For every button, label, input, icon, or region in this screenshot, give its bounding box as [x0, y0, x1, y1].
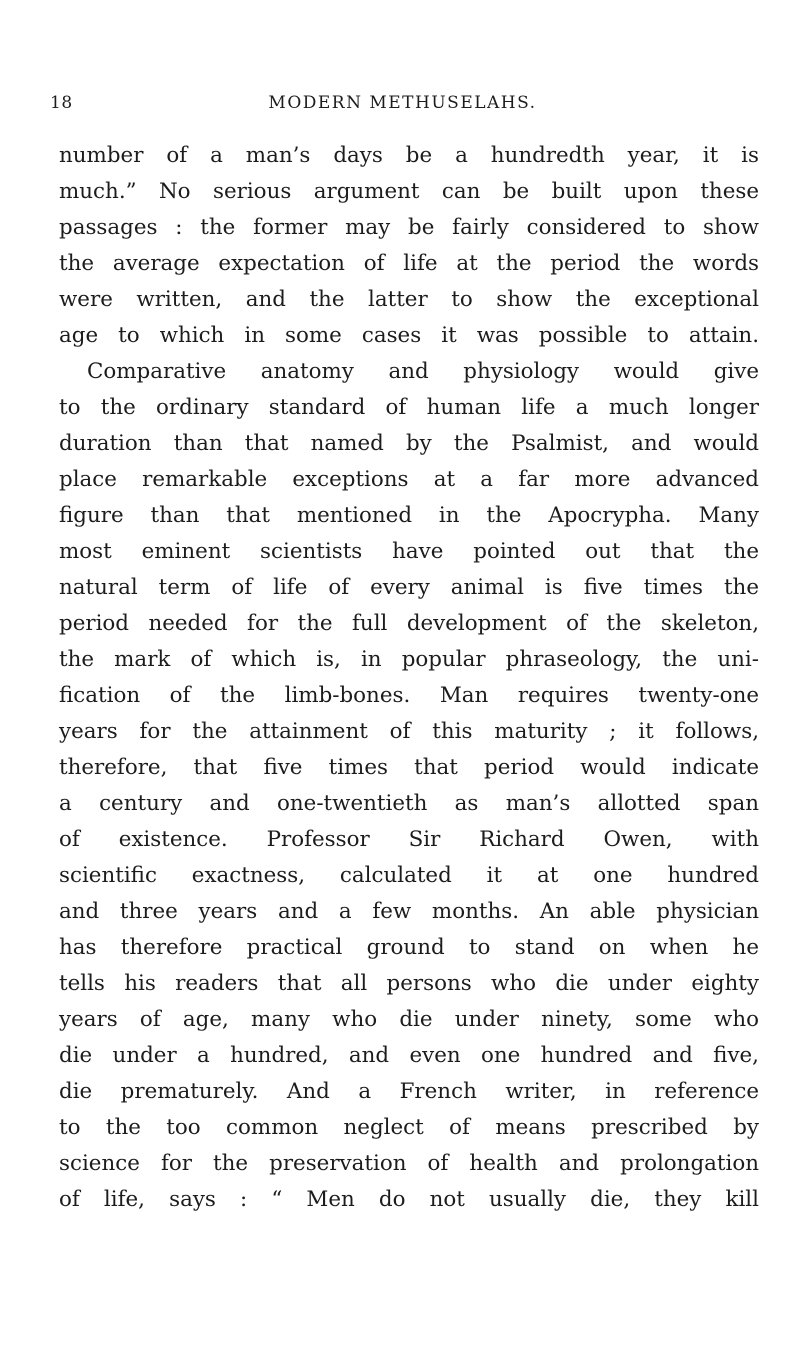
text-line: the mark of which is, in popular phraseology, the uni- — [59, 647, 759, 672]
text-line: place remarkable exceptions at a far more advanced — [59, 467, 759, 492]
text-line: a century and one-twentieth as man’s allotted span — [59, 791, 759, 816]
text-line: scientific exactness, calculated it at one hundred — [59, 863, 759, 888]
text-line: the average expectation of life at the period the words — [59, 251, 759, 276]
body-text — [59, 138, 759, 1218]
text-line: to the ordinary standard of human life a much longer — [59, 395, 759, 420]
text-line: of life, says : “ Men do not usually die, they kill — [59, 1187, 759, 1212]
text-line: natural term of life of every animal is five times the — [59, 575, 759, 600]
page-number: 18 — [50, 93, 73, 113]
text-line: period needed for the full development of the skeleton, — [59, 611, 759, 636]
page-header — [50, 93, 755, 119]
text-line: figure than that mentioned in the Apocrypha. Many — [59, 503, 759, 528]
text-line: die under a hundred, and even one hundred and five, — [59, 1043, 759, 1068]
text-line: to the too common neglect of means prescribed by — [59, 1115, 759, 1140]
text-line: passages : the former may be fairly considered to show — [59, 215, 759, 240]
text-line: much.” No serious argument can be built upon these — [59, 179, 759, 204]
text-line: die prematurely. And a French writer, in reference — [59, 1079, 759, 1104]
text-line: were written, and the latter to show the exceptional — [59, 287, 759, 312]
text-line: number of a man’s days be a hundredth year, it is — [59, 143, 759, 168]
text-line: of existence. Professor Sir Richard Owen, with — [59, 827, 759, 852]
running-title: MODERN METHUSELAHS. — [268, 93, 537, 113]
text-line: therefore, that five times that period would indicate — [59, 755, 759, 780]
text-line: fication of the limb-bones. Man requires twenty-one — [59, 683, 759, 708]
text-line: tells his readers that all persons who die under eighty — [59, 971, 759, 996]
text-line: science for the preservation of health and prolongation — [59, 1151, 759, 1176]
text-line: and three years and a few months. An able physician — [59, 899, 759, 924]
text-line: Comparative anatomy and physiology would give — [87, 359, 759, 384]
text-line: years for the attainment of this maturity ; it follows, — [59, 719, 759, 744]
text-line: most eminent scientists have pointed out that the — [59, 539, 759, 564]
text-line: years of age, many who die under ninety, some who — [59, 1007, 759, 1032]
text-line: duration than that named by the Psalmist, and would — [59, 431, 759, 456]
text-line: has therefore practical ground to stand on when he — [59, 935, 759, 960]
text-line: age to which in some cases it was possible to attain. — [59, 323, 759, 348]
